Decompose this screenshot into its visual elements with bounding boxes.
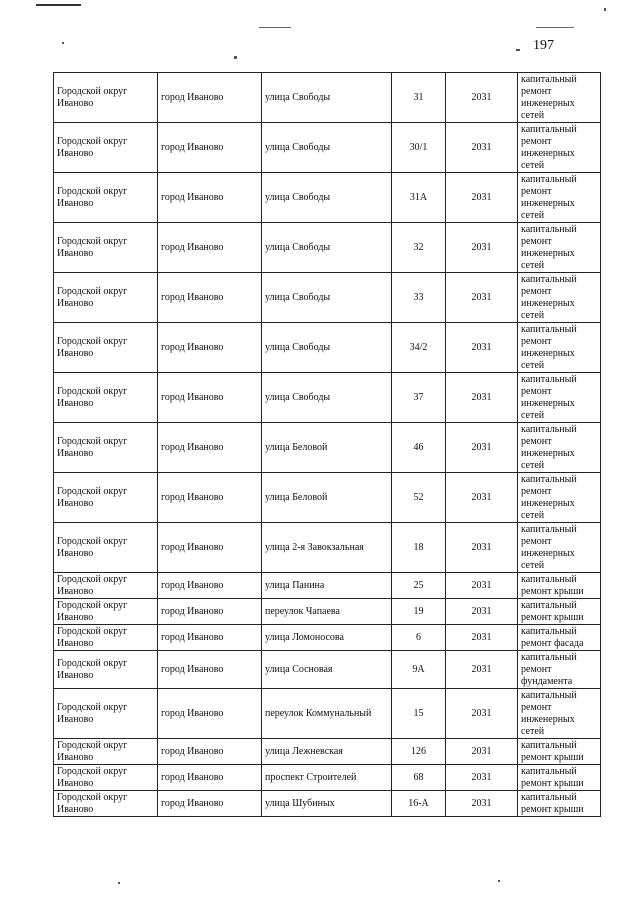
municipality-cell-line: Иваново <box>57 669 94 681</box>
work-type-cell-line: сетей <box>521 159 545 171</box>
work-type-cell-line: инженерных <box>521 247 575 259</box>
work-type-cell-line: ремонт крыши <box>521 777 584 789</box>
settlement-cell: город Иваново <box>158 273 262 323</box>
year-cell: 2031 <box>446 273 518 323</box>
table-row <box>54 223 601 273</box>
house-number-cell: 30/1 <box>392 123 446 173</box>
municipality-cell-line: Иваново <box>57 97 94 109</box>
street-cell: проспект Строителей <box>262 765 392 791</box>
work-type-cell-line: ремонт крыши <box>521 585 584 597</box>
work-type-cell <box>518 373 601 423</box>
municipality-cell-line: Иваново <box>57 637 94 649</box>
scan-artifact-dot <box>62 42 64 44</box>
street-cell: улица Беловой <box>262 473 392 523</box>
municipality-cell <box>54 739 158 765</box>
work-type-cell-line: капитальный <box>521 625 577 637</box>
municipality-cell <box>54 373 158 423</box>
municipality-cell-line: Городской округ <box>57 599 128 611</box>
work-type-cell-line: капитальный <box>521 173 577 185</box>
work-type-cell <box>518 599 601 625</box>
municipality-cell <box>54 599 158 625</box>
table-row <box>54 599 601 625</box>
work-type-cell-line: капитальный <box>521 651 577 663</box>
municipality-cell-line: Городской округ <box>57 485 128 497</box>
municipality-cell <box>54 223 158 273</box>
year-cell: 2031 <box>446 73 518 123</box>
settlement-cell: город Иваново <box>158 791 262 817</box>
scan-artifact-dot <box>498 880 500 882</box>
work-type-cell <box>518 173 601 223</box>
municipality-cell-line: Иваново <box>57 447 94 459</box>
settlement-cell: город Иваново <box>158 323 262 373</box>
municipality-cell <box>54 423 158 473</box>
work-type-cell-line: ремонт <box>521 663 552 675</box>
table-row <box>54 573 601 599</box>
street-cell: улица Беловой <box>262 423 392 473</box>
work-type-cell <box>518 73 601 123</box>
municipality-cell-line: Городской округ <box>57 235 128 247</box>
scan-artifact-dot <box>118 882 120 884</box>
house-number-cell: 32 <box>392 223 446 273</box>
settlement-cell: город Иваново <box>158 599 262 625</box>
street-cell: улица Ломоносова <box>262 625 392 651</box>
work-type-cell-line: капитальный <box>521 73 577 85</box>
work-type-cell-line: ремонт <box>521 701 552 713</box>
settlement-cell: город Иваново <box>158 651 262 689</box>
table-row <box>54 651 601 689</box>
table-row <box>54 791 601 817</box>
work-type-cell-line: ремонт <box>521 285 552 297</box>
settlement-cell: город Иваново <box>158 689 262 739</box>
settlement-cell: город Иваново <box>158 423 262 473</box>
municipality-cell <box>54 323 158 373</box>
work-type-cell-line: сетей <box>521 109 545 121</box>
work-type-cell-line: капитальный <box>521 273 577 285</box>
house-number-cell: 16-А <box>392 791 446 817</box>
street-cell: улица Шубиных <box>262 791 392 817</box>
work-type-cell-line: капитальный <box>521 123 577 135</box>
municipality-cell-line: Иваново <box>57 585 94 597</box>
house-number-cell: 9А <box>392 651 446 689</box>
work-type-cell-line: сетей <box>521 459 545 471</box>
table-row <box>54 423 601 473</box>
municipality-cell-line: Иваново <box>57 197 94 209</box>
scan-artifact-line <box>536 27 574 28</box>
municipality-cell-line: Иваново <box>57 297 94 309</box>
municipality-cell-line: Городской округ <box>57 535 128 547</box>
work-type-cell-line: сетей <box>521 209 545 221</box>
street-cell: улица Панина <box>262 573 392 599</box>
work-type-cell <box>518 573 601 599</box>
table-row <box>54 523 601 573</box>
house-number-cell: 31 <box>392 73 446 123</box>
table-row <box>54 73 601 123</box>
year-cell: 2031 <box>446 523 518 573</box>
work-type-cell <box>518 791 601 817</box>
work-type-cell <box>518 625 601 651</box>
municipality-cell-line: Городской округ <box>57 791 128 803</box>
municipality-cell-line: Городской округ <box>57 625 128 637</box>
municipality-cell-line: Городской округ <box>57 85 128 97</box>
year-cell: 2031 <box>446 651 518 689</box>
work-type-cell <box>518 423 601 473</box>
work-type-cell <box>518 323 601 373</box>
work-type-cell-line: ремонт фасада <box>521 637 584 649</box>
settlement-cell: город Иваново <box>158 625 262 651</box>
table-row <box>54 739 601 765</box>
municipality-cell <box>54 765 158 791</box>
municipality-cell-line: Городской округ <box>57 185 128 197</box>
municipality-cell <box>54 625 158 651</box>
house-number-cell: 15 <box>392 689 446 739</box>
municipality-cell-line: Иваново <box>57 713 94 725</box>
settlement-cell: город Иваново <box>158 523 262 573</box>
year-cell: 2031 <box>446 173 518 223</box>
municipality-cell-line: Иваново <box>57 347 94 359</box>
municipality-cell <box>54 123 158 173</box>
settlement-cell: город Иваново <box>158 573 262 599</box>
scan-artifact-line <box>36 4 81 6</box>
street-cell: улица Свободы <box>262 173 392 223</box>
street-cell: переулок Чапаева <box>262 599 392 625</box>
work-type-cell <box>518 689 601 739</box>
year-cell: 2031 <box>446 373 518 423</box>
work-type-cell-line: капитальный <box>521 573 577 585</box>
house-number-cell: 126 <box>392 739 446 765</box>
work-type-cell <box>518 223 601 273</box>
work-type-cell-line: инженерных <box>521 197 575 209</box>
street-cell: улица Свободы <box>262 223 392 273</box>
scan-artifact-dot <box>604 8 606 11</box>
settlement-cell: город Иваново <box>158 473 262 523</box>
work-type-cell-line: инженерных <box>521 97 575 109</box>
street-cell: улица Свободы <box>262 323 392 373</box>
municipality-cell <box>54 791 158 817</box>
work-type-cell-line: капитальный <box>521 791 577 803</box>
scan-artifact-dot <box>234 56 237 59</box>
work-type-cell-line: капитальный <box>521 323 577 335</box>
work-type-cell-line: ремонт крыши <box>521 611 584 623</box>
municipality-cell <box>54 173 158 223</box>
work-type-cell-line: ремонт крыши <box>521 803 584 815</box>
work-type-cell <box>518 523 601 573</box>
street-cell: улица Свободы <box>262 273 392 323</box>
municipality-cell-line: Иваново <box>57 147 94 159</box>
settlement-cell: город Иваново <box>158 123 262 173</box>
work-type-cell-line: капитальный <box>521 473 577 485</box>
municipality-cell <box>54 473 158 523</box>
municipality-cell-line: Иваново <box>57 247 94 259</box>
year-cell: 2031 <box>446 123 518 173</box>
work-type-cell <box>518 651 601 689</box>
work-type-cell-line: ремонт крыши <box>521 751 584 763</box>
work-type-cell-line: капитальный <box>521 689 577 701</box>
house-number-cell: 46 <box>392 423 446 473</box>
house-number-cell: 52 <box>392 473 446 523</box>
year-cell: 2031 <box>446 625 518 651</box>
year-cell: 2031 <box>446 791 518 817</box>
work-type-cell <box>518 473 601 523</box>
street-cell: улица 2-я Завокзальная <box>262 523 392 573</box>
municipality-cell <box>54 689 158 739</box>
work-type-cell-line: инженерных <box>521 497 575 509</box>
house-number-cell: 68 <box>392 765 446 791</box>
work-type-cell-line: инженерных <box>521 347 575 359</box>
work-type-cell-line: ремонт <box>521 185 552 197</box>
municipality-cell-line: Иваново <box>57 397 94 409</box>
settlement-cell: город Иваново <box>158 765 262 791</box>
work-type-cell-line: капитальный <box>521 373 577 385</box>
work-type-cell-line: капитальный <box>521 599 577 611</box>
work-type-cell-line: ремонт <box>521 135 552 147</box>
house-number-cell: 25 <box>392 573 446 599</box>
table-row <box>54 689 601 739</box>
municipality-cell-line: Иваново <box>57 803 94 815</box>
year-cell: 2031 <box>446 599 518 625</box>
scan-artifact-dot <box>516 49 520 51</box>
year-cell: 2031 <box>446 473 518 523</box>
table-row <box>54 273 601 323</box>
work-type-cell-line: инженерных <box>521 447 575 459</box>
settlement-cell: город Иваново <box>158 223 262 273</box>
work-type-cell-line: сетей <box>521 559 545 571</box>
municipality-cell-line: Городской округ <box>57 285 128 297</box>
work-type-cell-line: ремонт <box>521 335 552 347</box>
house-number-cell: 18 <box>392 523 446 573</box>
street-cell: улица Лежневская <box>262 739 392 765</box>
table-body <box>54 73 601 817</box>
municipality-cell-line: Городской округ <box>57 739 128 751</box>
street-cell: улица Сосновая <box>262 651 392 689</box>
table-row <box>54 625 601 651</box>
work-type-cell-line: ремонт <box>521 235 552 247</box>
work-type-cell-line: сетей <box>521 725 545 737</box>
year-cell: 2031 <box>446 573 518 599</box>
year-cell: 2031 <box>446 423 518 473</box>
work-type-cell-line: ремонт <box>521 385 552 397</box>
street-cell: улица Свободы <box>262 73 392 123</box>
municipality-cell-line: Городской округ <box>57 435 128 447</box>
municipality-cell <box>54 273 158 323</box>
work-type-cell <box>518 739 601 765</box>
street-cell: улица Свободы <box>262 373 392 423</box>
street-cell: улица Свободы <box>262 123 392 173</box>
year-cell: 2031 <box>446 765 518 791</box>
work-type-cell-line: капитальный <box>521 765 577 777</box>
year-cell: 2031 <box>446 739 518 765</box>
municipality-cell-line: Городской округ <box>57 335 128 347</box>
house-number-cell: 37 <box>392 373 446 423</box>
repair-schedule-table <box>53 72 601 817</box>
settlement-cell: город Иваново <box>158 173 262 223</box>
work-type-cell <box>518 273 601 323</box>
municipality-cell-line: Городской округ <box>57 573 128 585</box>
municipality-cell-line: Иваново <box>57 777 94 789</box>
settlement-cell: город Иваново <box>158 73 262 123</box>
year-cell: 2031 <box>446 689 518 739</box>
settlement-cell: город Иваново <box>158 373 262 423</box>
municipality-cell-line: Городской округ <box>57 701 128 713</box>
municipality-cell-line: Иваново <box>57 497 94 509</box>
work-type-cell-line: сетей <box>521 409 545 421</box>
work-type-cell-line: капитальный <box>521 739 577 751</box>
municipality-cell-line: Иваново <box>57 547 94 559</box>
house-number-cell: 34/2 <box>392 323 446 373</box>
municipality-cell-line: Городской округ <box>57 385 128 397</box>
municipality-cell-line: Иваново <box>57 611 94 623</box>
table-row <box>54 473 601 523</box>
work-type-cell-line: ремонт <box>521 535 552 547</box>
work-type-cell-line: инженерных <box>521 713 575 725</box>
work-type-cell <box>518 123 601 173</box>
street-cell: переулок Коммунальный <box>262 689 392 739</box>
year-cell: 2031 <box>446 223 518 273</box>
work-type-cell-line: ремонт <box>521 485 552 497</box>
house-number-cell: 19 <box>392 599 446 625</box>
table-row <box>54 765 601 791</box>
work-type-cell <box>518 765 601 791</box>
work-type-cell-line: капитальный <box>521 523 577 535</box>
work-type-cell-line: инженерных <box>521 397 575 409</box>
table-row <box>54 123 601 173</box>
work-type-cell-line: сетей <box>521 259 545 271</box>
municipality-cell-line: Городской округ <box>57 657 128 669</box>
settlement-cell: город Иваново <box>158 739 262 765</box>
work-type-cell-line: ремонт <box>521 85 552 97</box>
work-type-cell-line: сетей <box>521 309 545 321</box>
municipality-cell-line: Иваново <box>57 751 94 763</box>
page-number: 197 <box>533 38 554 53</box>
work-type-cell-line: сетей <box>521 359 545 371</box>
table-row <box>54 373 601 423</box>
municipality-cell <box>54 73 158 123</box>
work-type-cell-line: инженерных <box>521 297 575 309</box>
table-row <box>54 323 601 373</box>
municipality-cell <box>54 523 158 573</box>
table-row <box>54 173 601 223</box>
work-type-cell-line: сетей <box>521 509 545 521</box>
municipality-cell-line: Городской округ <box>57 135 128 147</box>
house-number-cell: 31А <box>392 173 446 223</box>
work-type-cell-line: инженерных <box>521 547 575 559</box>
work-type-cell-line: капитальный <box>521 423 577 435</box>
work-type-cell-line: ремонт <box>521 435 552 447</box>
work-type-cell-line: инженерных <box>521 147 575 159</box>
house-number-cell: 6 <box>392 625 446 651</box>
municipality-cell <box>54 573 158 599</box>
year-cell: 2031 <box>446 323 518 373</box>
municipality-cell <box>54 651 158 689</box>
house-number-cell: 33 <box>392 273 446 323</box>
scan-artifact-line <box>259 27 291 28</box>
work-type-cell-line: капитальный <box>521 223 577 235</box>
work-type-cell-line: фундамента <box>521 675 573 687</box>
municipality-cell-line: Городской округ <box>57 765 128 777</box>
